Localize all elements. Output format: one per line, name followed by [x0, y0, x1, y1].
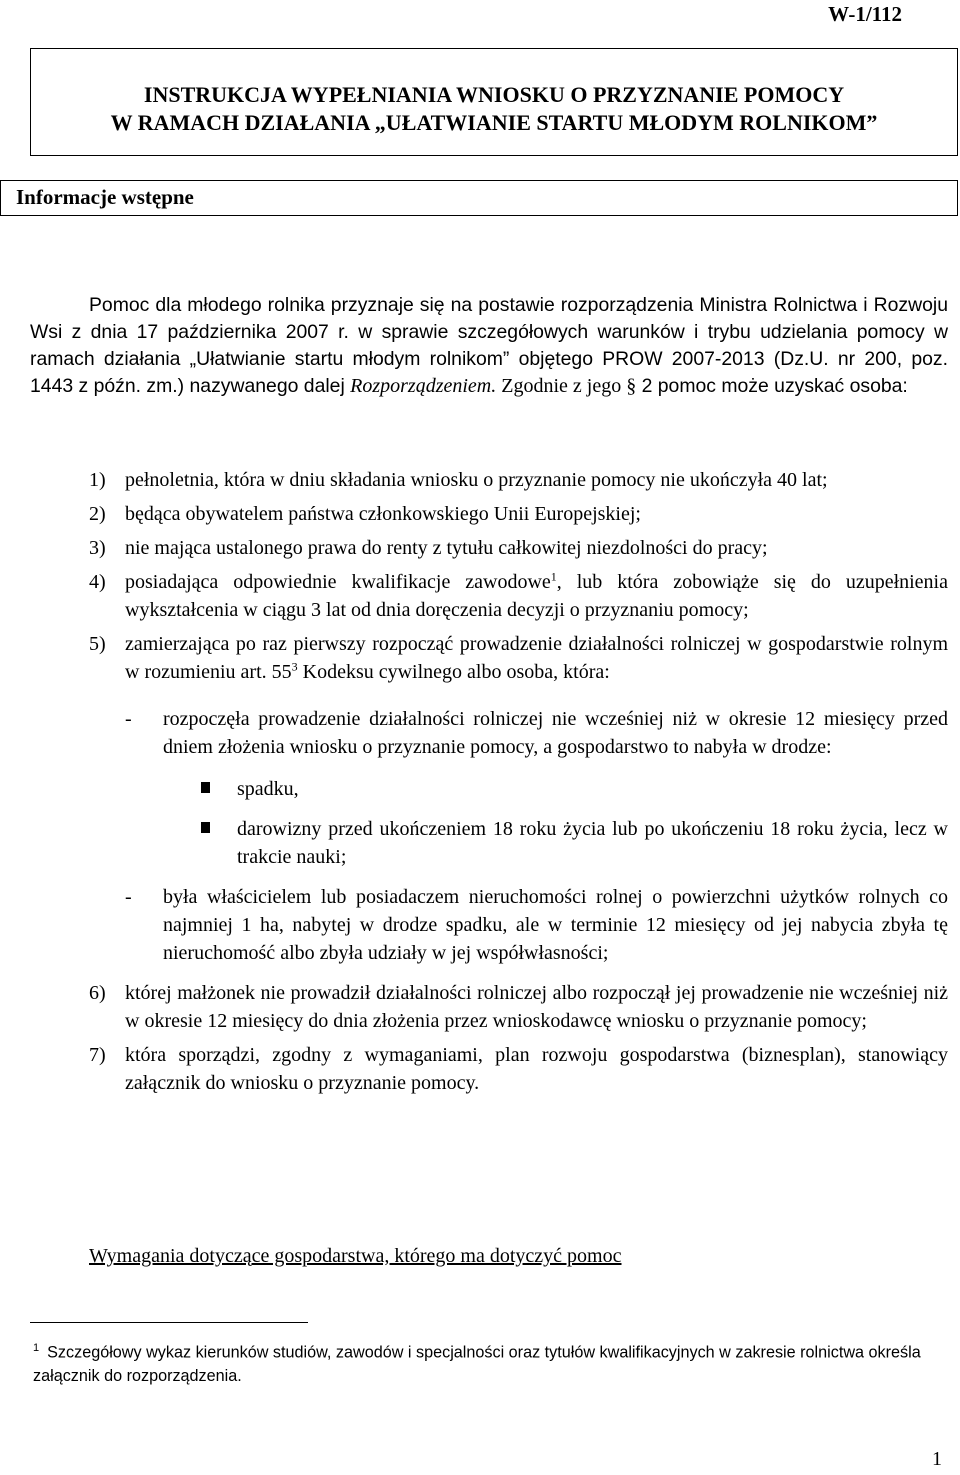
page-number: 1 — [932, 1448, 942, 1470]
square-bullet-icon — [201, 782, 210, 793]
condition-number: 3) — [89, 537, 106, 559]
condition-item — [89, 500, 948, 528]
title-line-1: INSTRUKCJA WYPEŁNIANIA WNIOSKU O PRZYZNANIE POMOCY — [143, 82, 845, 107]
condition-text-cont: , lub która zobowiąże się do uzupełnienia wykształcenia w ciągu 3 lat od dnia doręczenia decyzji o przyznaniu pomocy; — [125, 571, 948, 621]
condition-text: zamierzająca po raz pierwszy rozpocząć prowadzenie działalności rolniczej w gospodarstwie rolnym w rozumieniu art. 55 — [125, 633, 948, 683]
dash-marker: - — [125, 886, 132, 908]
condition-number: 1) — [89, 469, 106, 491]
condition-text: nie mająca ustalonego prawa do renty z tytułu całkowitej niezdolności do pracy; — [125, 537, 768, 559]
section-heading: Informacje wstępne — [0, 180, 958, 216]
footnote-text: Szczegółowy wykaz kierunków studiów, zawodów i specjalności oraz tytułów kwalifikacyjnych w zakresie rolnictwa określa załącznik do rozporządzenia. — [33, 1343, 921, 1386]
condition-item — [89, 466, 948, 494]
intro-text: Pomoc dla młodego rolnika przyznaje się na postawie rozporządzenia Ministra Rolnictwa i Rozwoju Wsi z dnia 17 października 2007 r. w sprawie szczegółowych warunków i trybu udzielania pomocy w ramach działania „Ułatwianie startu młodym rolnikom” objętego PROW 2007-2013 (Dz.U. nr 200, poz. 1443 z późn. zm.) nazywanego dalej — [30, 294, 948, 397]
condition-item — [89, 630, 948, 967]
sub-condition-item — [125, 883, 948, 967]
condition-number: 2) — [89, 503, 106, 525]
condition-item — [89, 568, 948, 624]
footnote-mark: 1 — [33, 1342, 40, 1354]
condition-number: 4) — [89, 571, 106, 593]
acquisition-mode-text: darowizny przed ukończeniem 18 roku życia lub po ukończeniu 18 roku życia, lecz w trakcie nauki; — [237, 818, 948, 868]
condition-number: 5) — [89, 633, 106, 655]
condition-number: 6) — [89, 982, 106, 1004]
requirements-heading: Wymagania dotyczące gospodarstwa, którego ma dotyczyć pomoc — [89, 1245, 622, 1267]
intro-text-after: Zgodnie z jego — [496, 375, 627, 397]
sub-condition-text: rozpoczęła prowadzenie działalności rolniczej nie wcześniej niż w okresie 12 miesięcy przed dniem złożenia wniosku o przyznanie pomocy, a gospodarstwo to nabyła w drodze: — [163, 708, 948, 758]
condition-text: pełnoletnia, która w dniu składania wniosku o przyznanie pomocy nie ukończyła 40 lat; — [125, 469, 828, 491]
condition-text: która sporządzi, zgodny z wymaganiami, plan rozwoju gospodarstwa (biznesplan), stanowiący załącznik do wniosku o przyznanie pomocy. — [125, 1044, 948, 1094]
condition-text-cont: Kodeksu cywilnego albo osoba, która: — [297, 661, 610, 683]
condition-item — [89, 534, 948, 562]
footnote — [33, 1336, 943, 1388]
sub-condition-item — [125, 705, 948, 871]
acquisition-modes-list — [163, 775, 948, 871]
document-code: W-1/112 — [828, 2, 902, 26]
dash-marker: - — [125, 708, 132, 730]
intro-paragraph — [30, 292, 948, 400]
condition-number: 7) — [89, 1044, 106, 1066]
title-line-2: W RAMACH DZIAŁANIA „UŁATWIANIE STARTU MŁODYM ROLNIKOM” — [110, 110, 878, 135]
footnote-separator — [30, 1322, 308, 1323]
footnote-reference: 1 — [550, 569, 557, 584]
acquisition-mode-item — [163, 815, 948, 871]
sub-condition-text: była właścicielem lub posiadaczem nieruchomości rolnej o powierzchni użytków rolnych co najmniej 1 ha, nabytej w drodze spadku, ale w terminie 12 miesięcy od jej nabycia zbyła tę nieruchomość albo zbyła udziały w jej współwłasności; — [163, 886, 948, 964]
intro-text-end: 2 pomoc może uzyskać osoba: — [636, 375, 908, 397]
section-sign: § — [626, 375, 637, 397]
condition-text: będąca obywatelem państwa członkowskiego Unii Europejskiej; — [125, 503, 641, 525]
condition-item — [89, 1041, 948, 1097]
condition-text: posiadająca odpowiednie kwalifikacje zawodowe — [125, 571, 551, 593]
acquisition-mode-text: spadku, — [237, 778, 299, 800]
document-title — [30, 48, 958, 156]
acquisition-mode-item — [163, 775, 948, 803]
condition-item — [89, 979, 948, 1035]
sub-conditions-list — [125, 705, 948, 967]
condition-text: której małżonek nie prowadził działalności rolniczej albo rozpoczął jej prowadzenie nie wcześniej niż w okresie 12 miesięcy do dnia złożenia przez wnioskodawcę wniosku o przyznanie pomocy; — [125, 982, 948, 1032]
square-bullet-icon — [201, 822, 210, 833]
superscript-article: 3 — [291, 659, 298, 674]
intro-italic-term: Rozporządzeniem. — [350, 375, 497, 397]
conditions-list — [89, 466, 948, 1103]
